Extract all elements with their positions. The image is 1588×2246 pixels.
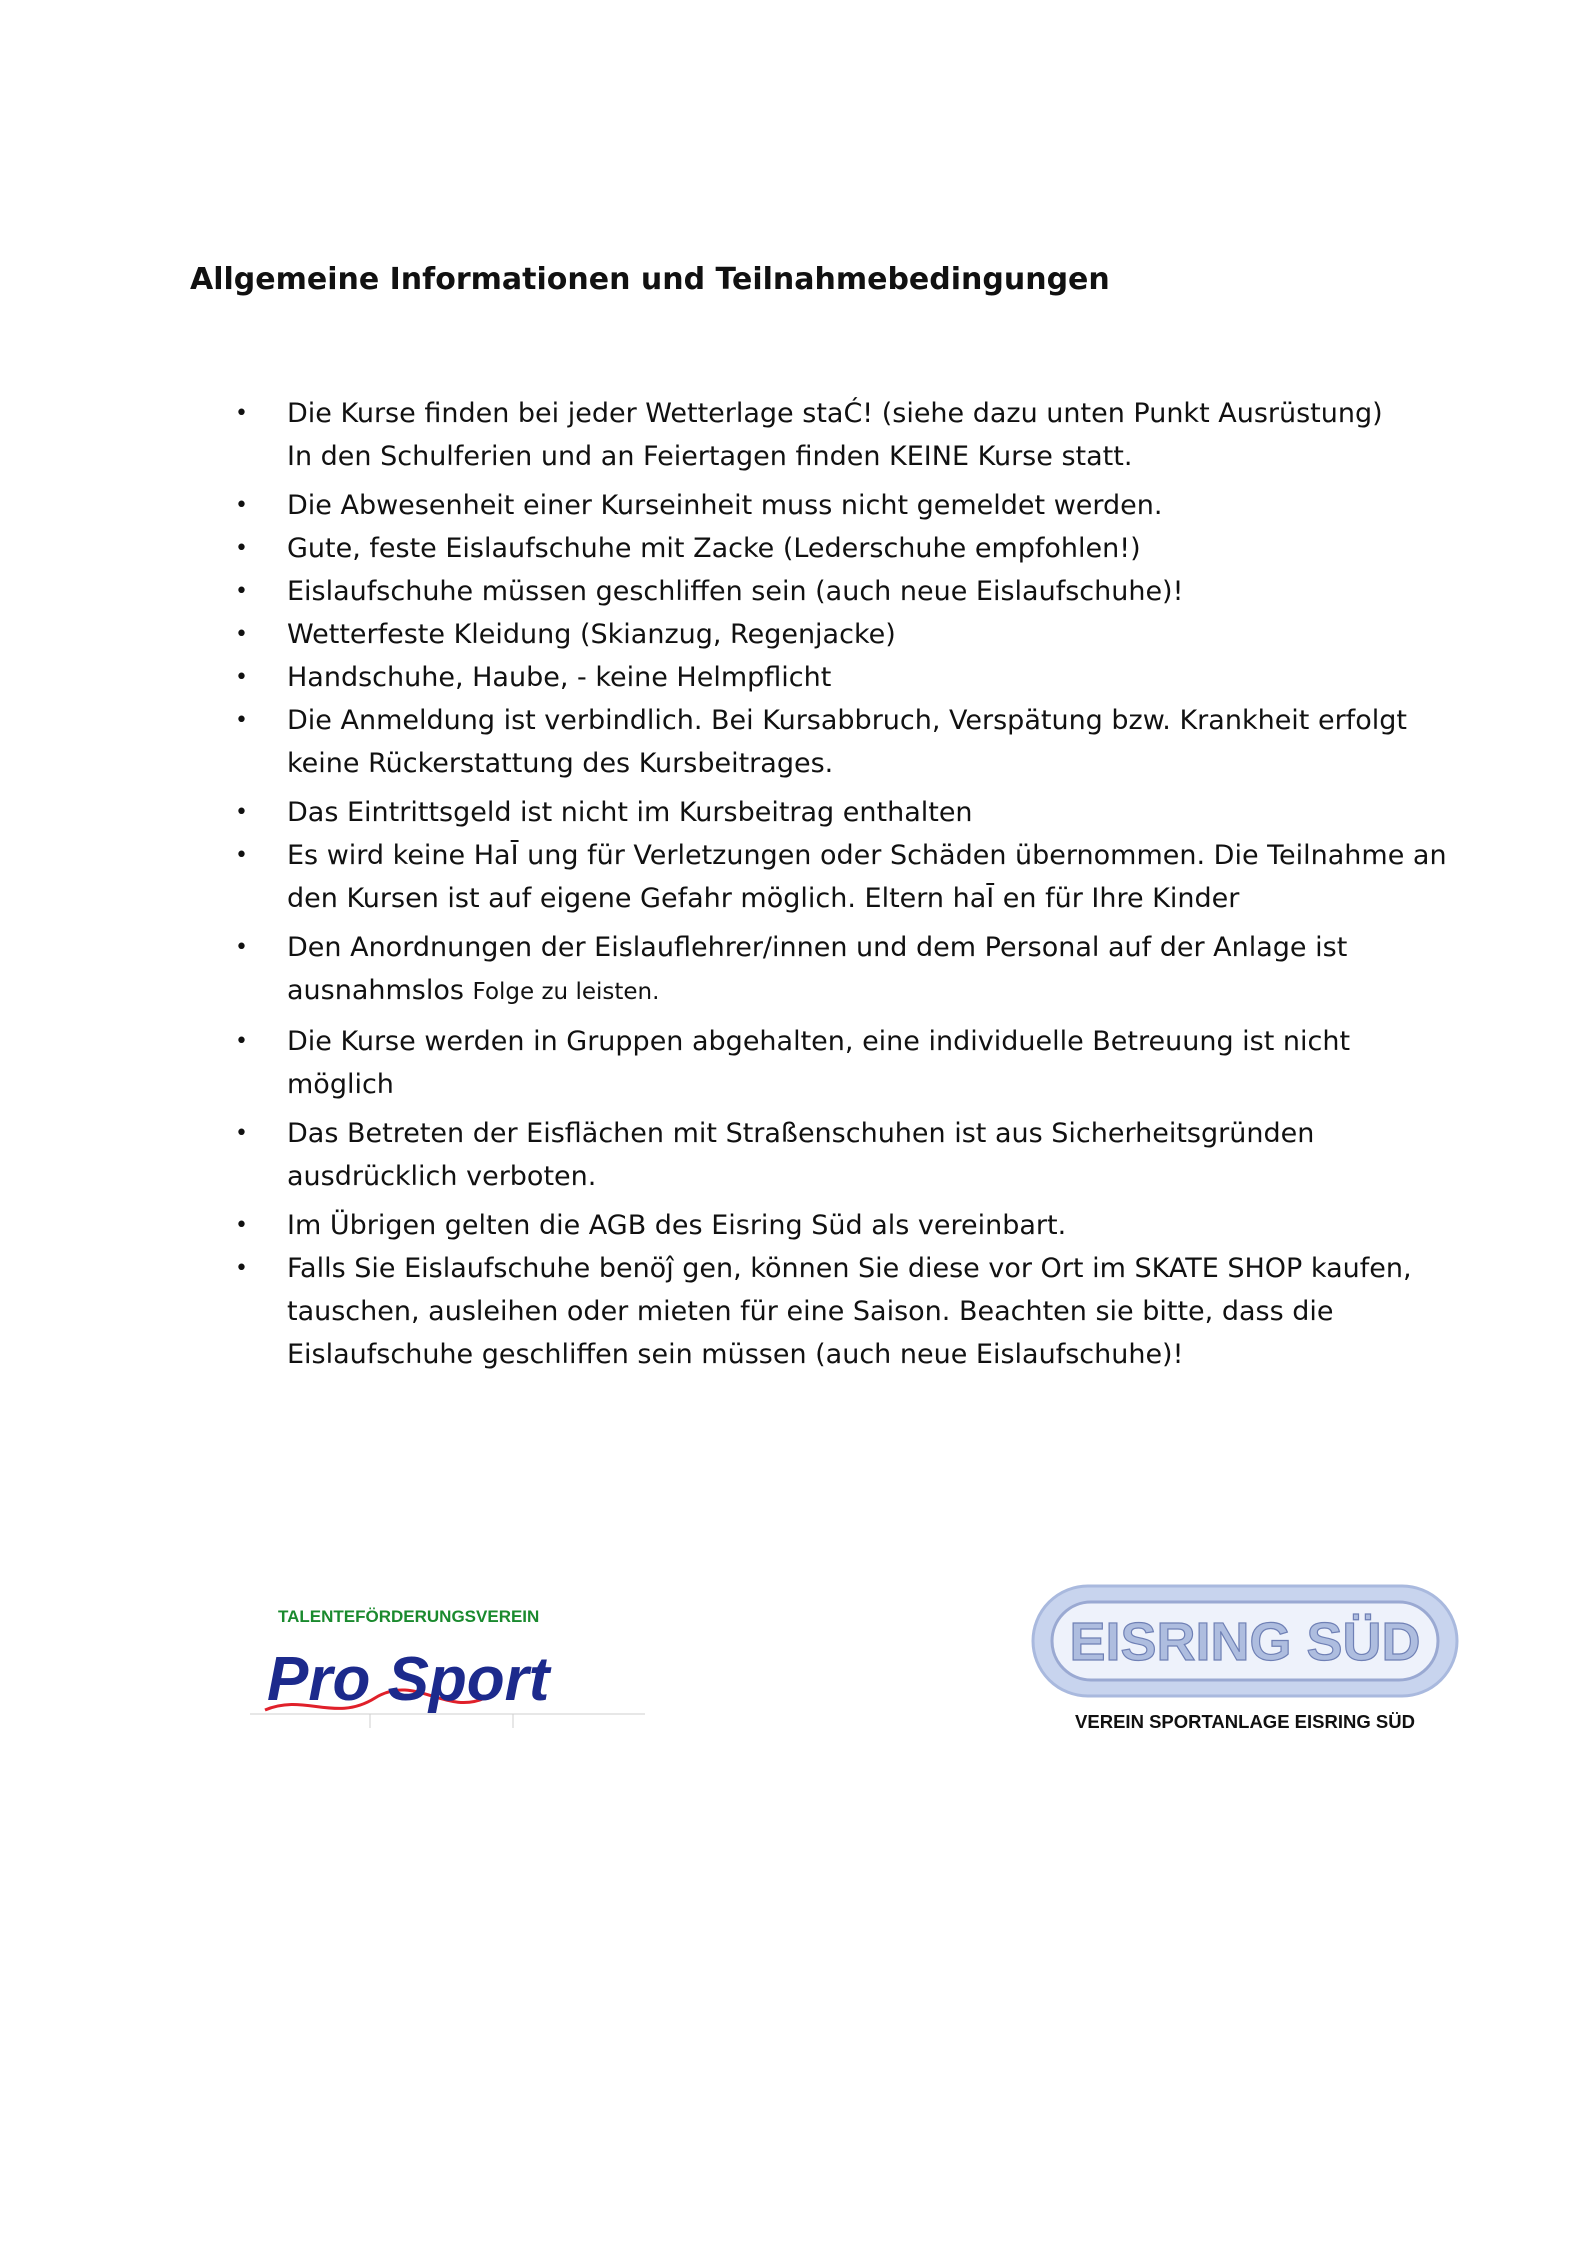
condition-line: • Falls Sie Eislaufschuhe benöĵ gen, können Sie diese vor Ort im SKATE SHOP kaufen,: [287, 1253, 1412, 1284]
condition-line: • Die Kurse werden in Gruppen abgehalten, eine individuelle Betreuung ist nicht: [287, 1026, 1351, 1057]
condition-item: [235, 613, 1435, 656]
condition-item: [235, 1112, 1435, 1198]
condition-item: [235, 791, 1435, 834]
condition-line: In den Schulferien und an Feiertagen finden KEINE Kurse statt.: [287, 441, 1133, 472]
condition-item: [235, 1247, 1435, 1376]
eisring-logo-name: EISRING SÜD: [1069, 1612, 1421, 1672]
prosport-logo: [245, 1598, 655, 1730]
condition-line: Eislaufschuhe geschliffen sein müssen (auch neue Eislaufschuhe)!: [287, 1339, 1184, 1370]
condition-line-small-text: Folge zu leisten.: [472, 979, 660, 1005]
page-title: Allgemeine Informationen und Teilnahmebedingungen: [190, 262, 1110, 297]
condition-line: • Die Abwesenheit einer Kurseinheit muss nicht gemeldet werden.: [287, 490, 1163, 521]
conditions-list: [235, 392, 1447, 1382]
condition-line: • Gute, feste Eislaufschuhe mit Zacke (Lederschuhe empfohlen!): [287, 533, 1141, 564]
condition-line: • Die Anmeldung ist verbindlich. Bei Kursabbruch, Verspätung bzw. Krankheit erfolgt: [287, 705, 1407, 736]
condition-line: • Das Eintrittsgeld ist nicht im Kursbeitrag enthalten: [287, 797, 973, 828]
condition-line: keine Rückerstattung des Kursbeitrages.: [287, 748, 834, 779]
condition-line: • Eislaufschuhe müssen geschliffen sein (auch neue Eislaufschuhe)!: [287, 576, 1184, 607]
condition-item: [235, 527, 1435, 570]
condition-line: möglich: [287, 1069, 394, 1100]
eisring-logo-subtitle: VEREIN SPORTANLAGE EISRING SÜD: [1075, 1711, 1415, 1732]
condition-line: • Wetterfeste Kleidung (Skianzug, Regenjacke): [287, 619, 896, 650]
condition-item: [235, 1020, 1435, 1106]
condition-item: [235, 656, 1435, 699]
condition-item: [235, 834, 1447, 920]
condition-item: [235, 484, 1435, 527]
condition-line: • Den Anordnungen der Eislauflehrer/innen und dem Personal auf der Anlage ist: [287, 932, 1348, 963]
condition-item: [235, 1204, 1435, 1247]
condition-line: • Das Betreten der Eisflächen mit Straßenschuhen ist aus Sicherheitsgründen: [287, 1118, 1315, 1149]
prosport-name: Pro Sport: [267, 1645, 550, 1714]
condition-line: den Kursen ist auf eigene Gefahr möglich. Eltern haĪ en für Ihre Kinder: [287, 883, 1240, 914]
condition-line: tauschen, ausleihen oder mieten für eine Saison. Beachten sie bitte, dass die: [287, 1296, 1334, 1327]
condition-line: • Es wird keine HaĪ ung für Verletzungen oder Schäden übernommen. Die Teilnahme an: [287, 840, 1447, 871]
condition-line: • Handschuhe, Haube, - keine Helmpflicht: [287, 662, 832, 693]
prosport-tagline: TALENTEFÖRDERUNGSVEREIN: [278, 1607, 540, 1626]
condition-line: • Im Übrigen gelten die AGB des Eisring Süd als vereinbart.: [287, 1210, 1067, 1241]
condition-line: ausdrücklich verboten.: [287, 1161, 597, 1192]
condition-line: [287, 969, 1435, 1014]
condition-item: [235, 926, 1435, 1014]
condition-line: • Die Kurse finden bei jeder Wetterlage staĆ! (siehe dazu unten Punkt Ausrüstung): [287, 398, 1383, 429]
condition-item: [235, 392, 1435, 478]
condition-item: [235, 570, 1435, 613]
eisring-sued-logo: [1030, 1582, 1460, 1742]
condition-line-text: ausnahmslos: [287, 975, 473, 1006]
condition-item: [235, 699, 1435, 785]
